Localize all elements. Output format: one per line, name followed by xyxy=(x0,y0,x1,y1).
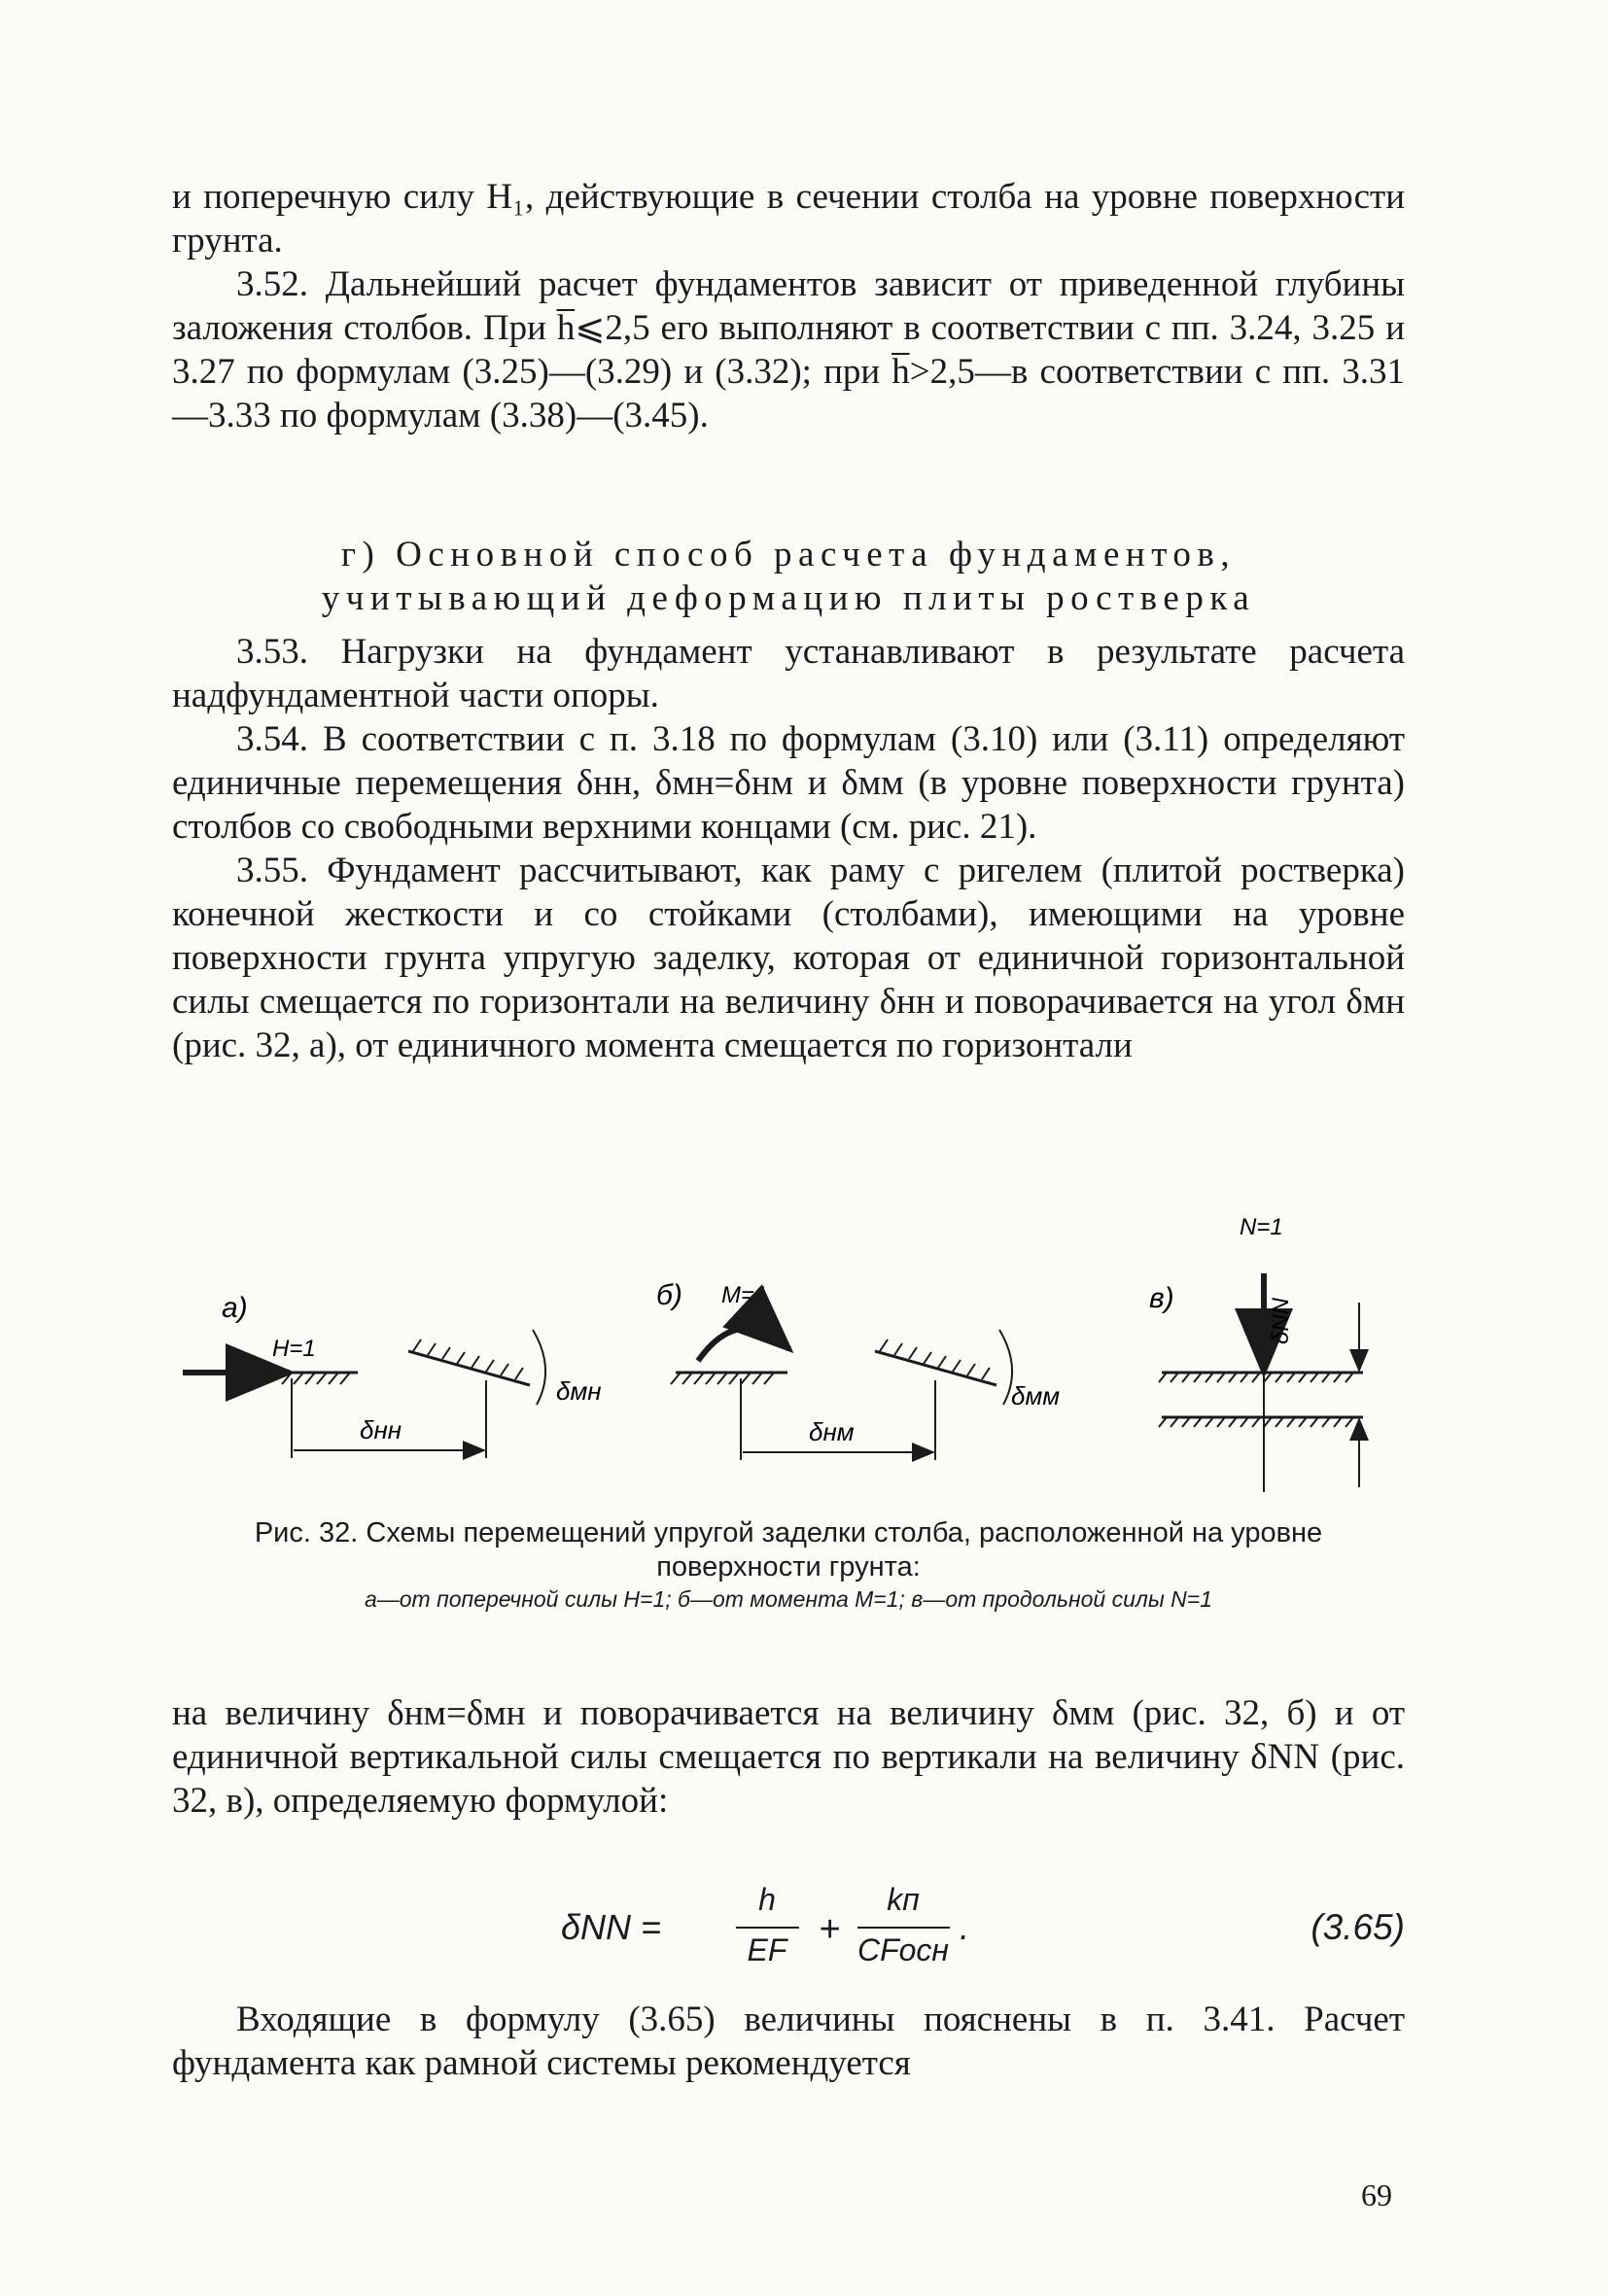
rotation-arc-a xyxy=(533,1330,545,1405)
label-v: в) xyxy=(1149,1282,1174,1314)
delta-mn-label-a: δмн xyxy=(556,1376,602,1406)
delta-NN-label: δNN xyxy=(1268,1298,1294,1344)
diagram-a xyxy=(183,1292,602,1458)
formula-number: (3.65) xyxy=(1311,1907,1405,1947)
paragraph-continuation: и поперечную силу H₁, действующие в сечении столба на уровне поверхности грунта. xyxy=(172,177,1405,261)
paragraph-explain: Входящие в формулу (3.65) величины пояснены в п. 3.41. Расчет фундамента как рамной системы рекомендуется xyxy=(172,2000,1405,2083)
text-block-bottom xyxy=(172,1691,1405,1823)
moment-arrow xyxy=(698,1329,789,1361)
label-a: а) xyxy=(222,1292,248,1324)
paragraph-3-54: 3.54. В соответствии с п. 3.18 по формулам (3.10) или (3.11) определяют единичные перемещения δнн, δмн=δнм и δмм (в уровне поверхности грунта) столбов со свободными верхними концами (см. рис. 21). xyxy=(172,719,1405,847)
force-n-label: N=1 xyxy=(1240,1214,1283,1240)
diagram-b xyxy=(656,1279,1060,1460)
formula-denominator-2: CFосн xyxy=(856,1932,950,1967)
rotated-line-b xyxy=(875,1351,996,1385)
formula-plus: + xyxy=(819,1909,841,1950)
rotated-line-a xyxy=(408,1351,530,1385)
formula-numerator-1: h xyxy=(758,1882,776,1917)
rotated-hatching-b xyxy=(880,1339,990,1379)
delta-nm-label: δнм xyxy=(809,1417,855,1446)
caption-line-2: а—от поперечной силы H=1; б—от момента M=1; в—от продольной силы N=1 xyxy=(364,1586,1213,1612)
formula-denominator-1: EF xyxy=(747,1932,787,1967)
paragraph-3-53: 3.53. Нагрузки на фундамент устанавливают в результате расчета надфундаментной части опоры. xyxy=(172,632,1405,715)
figure-32-diagrams xyxy=(0,1205,1608,1516)
force-h-label: H=1 xyxy=(272,1336,316,1362)
figure-caption xyxy=(172,1516,1405,1614)
paragraph-3-52: 3.52. Дальнейший расчет фундаментов зависит от приведенной глубины заложения столбов. При h̅⩽2,5 его выполняют в соответствии с пп. 3.24, 3.25 и 3.27 по формулам (3.25)—(3.29) и (3.32); при h̅>2,5—в соответствии с пп. 3.31—3.33 по формулам (3.38)—(3.45). xyxy=(172,264,1405,435)
section-heading-line-2: учитывающий деформацию плиты ростверка xyxy=(321,578,1256,618)
label-b: б) xyxy=(656,1279,682,1311)
page-number: 69 xyxy=(1361,2177,1392,2212)
text-block-end xyxy=(172,1998,1405,2085)
formula-tail: . xyxy=(960,1907,970,1947)
formula-graphic xyxy=(172,1871,1405,1978)
section-heading xyxy=(172,533,1405,620)
formula-numerator-2: kп xyxy=(887,1882,920,1917)
caption-line-1: Рис. 32. Схемы перемещений упругой заделки столба, расположенной на уровне поверхности грунта: xyxy=(254,1517,1323,1583)
formula-3-65 xyxy=(172,1871,1405,1978)
rotated-hatching-a xyxy=(413,1339,523,1379)
moment-m-label: M=1 xyxy=(721,1282,768,1308)
delta-nn-label: δнн xyxy=(360,1415,402,1444)
paragraph-continued: на величину δнм=δмн и поворачивается на величину δмм (рис. 32, б) и от единичной вертикальной силы смещается по вертикали на величину δNN (рис. 32, в), определяемую формулой: xyxy=(172,1693,1405,1821)
hatching-b xyxy=(671,1373,774,1384)
text-block-middle xyxy=(172,630,1405,1067)
paragraph-3-55: 3.55. Фундамент рассчитывают, как раму с ригелем (плитой ростверка) конечной жесткости и со стойками (столбами), имеющими на уровне поверхности грунта упругую заделку, которая от единичной горизонтальной силы смещается по горизонтали на величину δнн и поворачивается на угол δмн (рис. 32, а), от единичного момента смещается по горизонтали xyxy=(172,851,1405,1065)
section-heading-line-1: г) Основной способ расчета фундаментов, xyxy=(340,535,1237,574)
diagram-v xyxy=(1149,1214,1363,1492)
text-block-top xyxy=(172,175,1405,437)
delta-mm-label: δмм xyxy=(1011,1381,1061,1410)
formula-lhs: δNN = xyxy=(561,1907,662,1947)
